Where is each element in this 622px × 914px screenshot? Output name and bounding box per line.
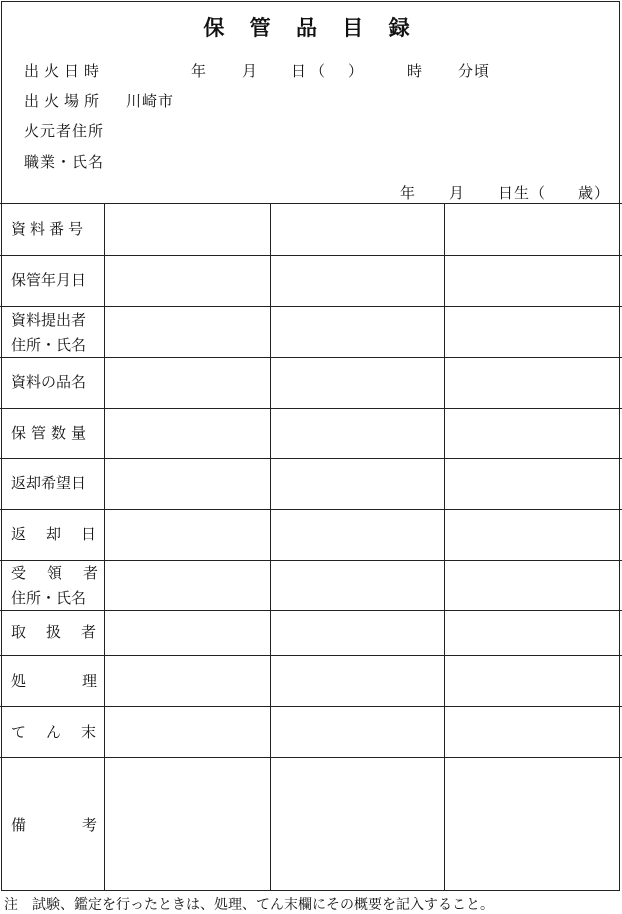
birth-day-age-label: 日生（ 歳） <box>498 184 611 202</box>
row-divider <box>0 255 622 256</box>
row-label-processing: 処理 <box>11 672 154 690</box>
fire-month-label: 月 <box>242 62 259 80</box>
origin-address-label: 火元者住所 <box>24 122 105 140</box>
row-divider <box>0 458 622 459</box>
row-label-material-submitter: 資料提出者 住所・氏名 <box>11 311 87 354</box>
row-divider <box>0 306 622 307</box>
row-label-outcome: てん末 <box>11 723 117 741</box>
fire-datetime-label: 出火日時 <box>24 62 105 80</box>
row-label-item-name: 資料の品名 <box>11 373 87 391</box>
row-label-recipient: 受領者 住所・氏名 <box>11 564 120 607</box>
row-label-storage-quantity: 保管数量 <box>11 424 92 442</box>
fire-day-label: 日（ ） <box>291 62 368 80</box>
occupation-name-label: 職業・氏名 <box>24 153 105 171</box>
fire-minute-label: 分頃 <box>458 62 491 80</box>
row-divider <box>0 706 622 707</box>
row-label-remarks: 備考 <box>11 816 154 834</box>
fire-place-label: 出火場所 <box>24 92 105 110</box>
row-divider <box>0 509 622 510</box>
row-divider <box>0 655 622 656</box>
form-title: 保 管 品 目 録 <box>203 16 419 40</box>
fire-year-label: 年 <box>191 62 208 80</box>
birth-year-label: 年 <box>400 184 417 202</box>
row-label-handler: 取扱者 <box>11 623 117 641</box>
row-label-return-date: 返却日 <box>11 525 117 543</box>
header-divider <box>0 203 622 204</box>
row-label-material-number: 資料番号 <box>11 220 88 238</box>
fire-place-value: 川崎市 <box>126 92 175 110</box>
fire-hour-label: 時 <box>407 62 424 80</box>
row-divider <box>0 757 622 758</box>
birth-month-label: 月 <box>449 184 466 202</box>
row-divider <box>0 408 622 409</box>
footnote: 注 試験、鑑定を行ったときは、処理、てん末欄にその概要を記入すること。 <box>4 897 494 913</box>
row-label-storage-date: 保管年月日 <box>11 271 87 289</box>
row-label-return-request-date: 返却希望日 <box>11 474 87 492</box>
